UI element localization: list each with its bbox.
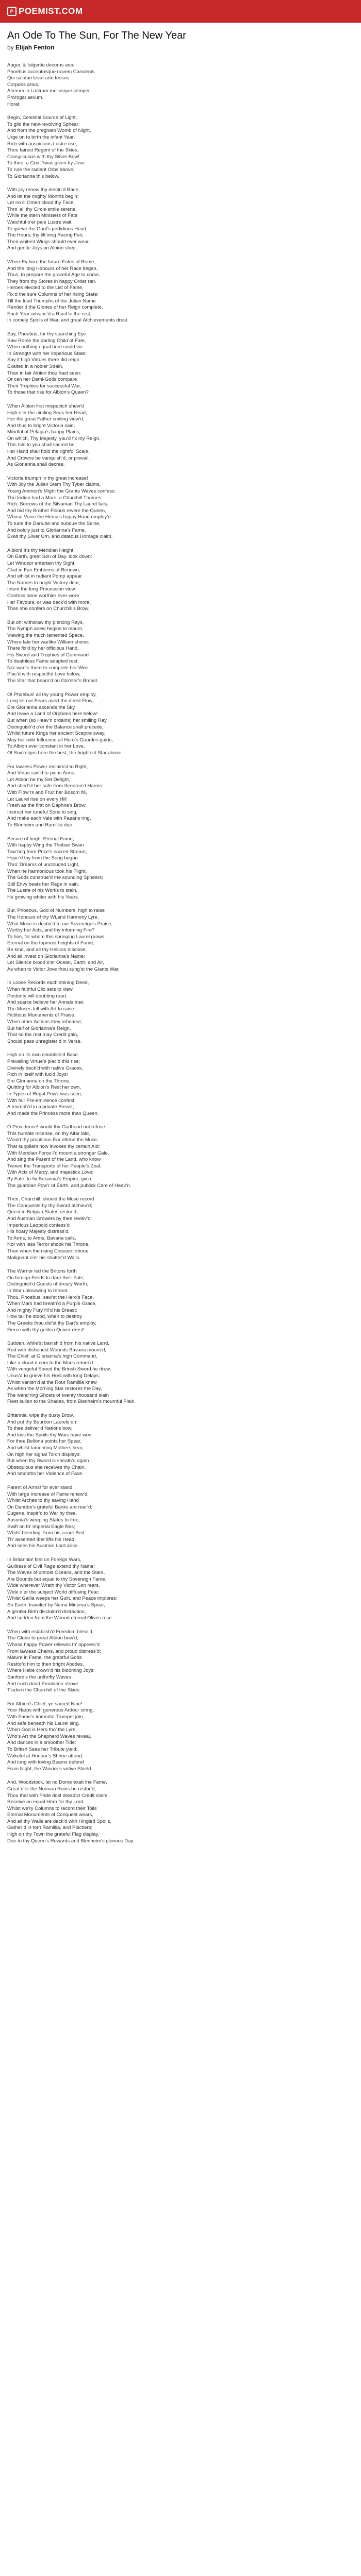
poem-line: To Blenheim and Ramillia due.: [7, 822, 74, 828]
poem-line: High on thy Town the grateful Flag display,: [7, 1832, 100, 1838]
poem-line: Whilst we’ry Columns to record their Toils: [7, 1805, 97, 1811]
stanza: [7, 1052, 354, 1117]
poem-line: Sudden, while’st banish’d from his native Land,: [7, 1341, 109, 1347]
poem-line: And make each Vale with Paeans ring,: [7, 816, 91, 822]
poem-line: Thus, to prepare the graceful Age to come,: [7, 272, 101, 278]
poem-line: When he harmonious took his Flight,: [7, 868, 87, 874]
poem-line: A gentler Birth disclaim’d distraction,: [7, 1608, 86, 1615]
poem-line: With Fame’s immortal Trumpet join,: [7, 1714, 85, 1720]
poem-line: To Glorianna this below.: [7, 173, 59, 179]
poem-line: The Nymph anew begins to mourn,: [7, 626, 84, 632]
poem-line: Quest in Belgian States restor’d,: [7, 1209, 78, 1215]
poem-line: Distinguish’d o’er the Balance shall precede,: [7, 724, 104, 730]
stanza: [7, 1341, 354, 1405]
poem-line: So Earth, traveled by Nema Minerva’s Spear,: [7, 1602, 105, 1608]
poem-line: Phoebus acceptusque novem Camœnis,: [7, 69, 96, 75]
poem-line: Worthy her Acts, and thy informing Fire?: [7, 927, 95, 934]
poem-line: When Mars had breath’d a Purple Grace,: [7, 1301, 97, 1307]
site-logo[interactable]: [7, 6, 83, 16]
stanza: [7, 836, 354, 901]
poem-line: Albion! It’s thy Meridian Height,: [7, 547, 75, 553]
poem-line: T’adorn the Churchill of the Skies.: [7, 1687, 81, 1693]
poem-line: Whilst Arches to thy saving Hand: [7, 1498, 79, 1504]
stanza: [7, 1701, 354, 1773]
poem-line: Saw Rome the darling Child of Fate,: [7, 337, 86, 344]
stanza: [7, 259, 354, 324]
poem-line: Watchful o’er pale Lustre wait,: [7, 219, 73, 226]
poem-line: The Globe to great Albion bow’d,: [7, 1635, 78, 1641]
poem-line: To Arms, to Arms, Bavaria calls,: [7, 1235, 76, 1241]
poem-line: Whilst vanish’d at the Rout Ramillia knew: [7, 1379, 97, 1385]
poem-line: When with establish’d Freedom bless’d,: [7, 1629, 94, 1635]
poem-line: To rule the radiant Orbs above,: [7, 166, 75, 173]
poem-line: And scarce believe her Annals true:: [7, 999, 85, 1006]
poem-line: Britannia, wipe thy dusty Brow,: [7, 1413, 74, 1419]
poem-line: Thou, Phoebus, saw’st the Hero’s Face,: [7, 1294, 94, 1300]
poem-line: The Indian had a Mars, a Churchill Thames:: [7, 495, 103, 501]
poem-line: Fierce with thy golden Quiver drest!: [7, 1327, 85, 1333]
poem-line: Mindful of Pelagia’s happy Plains,: [7, 429, 80, 435]
poem-line: May her mild Influence all Hero’s Gourdes guide;: [7, 737, 113, 743]
poem-line: His Sword and Trophies of Command: [7, 652, 89, 658]
poem-line: And Austrian Growers by thee reviev’d:: [7, 1216, 92, 1222]
poem-line: Are Bounds but equal to thy Sovereign Fame.: [7, 1576, 107, 1582]
poem-line: Thro’ Dreams of unclouded Light,: [7, 861, 80, 868]
poem-line: Each Year advanc’d a Rival to the rest,: [7, 311, 92, 317]
poem-line: And smooths her Violence of Face.: [7, 1471, 84, 1477]
poem-line: Than in fair Albion thou hast seen:: [7, 370, 81, 376]
poem-line: And Virtue rais’d to pious Arms,: [7, 770, 76, 776]
poem-line: The Lustre of his Works to stain,: [7, 888, 78, 894]
poem-line: And boldly just to Glorianna’s Fame,: [7, 527, 86, 533]
poem-line: Where late her warlike William shone:: [7, 639, 89, 645]
poem-line: And whilst lamenting Mothers hear,: [7, 1445, 84, 1451]
poem-line: To British Seas her Tribute yield;: [7, 1746, 78, 1752]
stanza: [7, 1557, 354, 1622]
poem-line: What Muse is destin’d to our Sovereign’s Praise,: [7, 921, 113, 927]
poem-line: Wakeful at Honour’s Shrine attend,: [7, 1753, 84, 1759]
poem-line: To him, for whom this springing Laurel grows,: [7, 934, 106, 940]
poem-line: The guardian Pow’r of Earth, and publick Care of Heav’n.: [7, 1182, 132, 1189]
poem-line: The Muses tell with Art to raise: [7, 1006, 74, 1012]
stanza: [7, 331, 354, 396]
poem-line: With joy renew thy destin’d Race,: [7, 187, 80, 193]
poem-line: With Joy the Julian Stem Thy Tyber claims,: [7, 482, 101, 488]
poem-line: Imperious Leopold confess’d: [7, 1222, 70, 1228]
author-link[interactable]: Elijah Fenton: [15, 44, 55, 51]
poem-line: Sanford’s the unthrifty Waves: [7, 1674, 71, 1680]
poem-line: Rich with auspicious Lustre rise,: [7, 141, 77, 147]
poem-line: Restor’d him to their bright Abodes,: [7, 1661, 84, 1667]
poem-line: Nor wants there to complete her Woe,: [7, 665, 90, 671]
poem-line: Gather’d in torn Ramillia, and Poictiers;: [7, 1825, 93, 1831]
poem-line: Due to thy Queen’s Rewards and Blenheim’s glorious Day.: [7, 1838, 135, 1844]
poem-line: And dances in a smoother Tide:: [7, 1740, 76, 1746]
poem-line: Posterity will doubting read,: [7, 993, 68, 999]
poem-line: And sudden from the Wound eternal Olives rose.: [7, 1615, 113, 1621]
stanza: [7, 1124, 354, 1189]
poem-line: To thee deliver’d Nations bow,: [7, 1426, 73, 1432]
poem-line: To deathless Fame adapted rest;: [7, 658, 79, 665]
poem-line: And mighty Fury fill’d his Breast;: [7, 1307, 77, 1313]
poem-line: Plac’d with respectful Love below,: [7, 671, 81, 677]
poem-line: The Gods construe’d the sounding Sphears;: [7, 875, 103, 881]
poem-line: Divinely deck’d with native Graces,: [7, 1065, 83, 1071]
poem-line: Wide o’er the subject World diffusing Fear;: [7, 1589, 100, 1595]
poem-line: Whose happy Power relieves th’ oppress’d: [7, 1642, 100, 1648]
poem-line: Nor with less Terror shook his Throne,: [7, 1242, 90, 1248]
poem-line: In comely Spoils of War, and great Atchievements drest.: [7, 317, 129, 324]
poem-line: Fleet sullen to the Shades, from Blenheim’s mournful Plain.: [7, 1399, 136, 1405]
poem-line: When Albion first mispetitch shew’d: [7, 403, 84, 409]
poem-line: Let no ill Omen cloud thy Face,: [7, 200, 75, 206]
poem-line: Hope’d thy from the Song began:: [7, 855, 79, 861]
poem-line: And thus to bright Victoria said;: [7, 422, 75, 429]
poem-line: Fresh as the first on Daphne’s Brow:: [7, 803, 87, 809]
poem-line: There fix’d by her officious Hand,: [7, 646, 79, 652]
poem-line: Would thy propitious Ear attend the Muse,: [7, 1137, 99, 1143]
poem-line: Your Harps with generous Ardour string,: [7, 1707, 94, 1714]
poem-line: With vengeful Speed the Brinsh Sword he drew,: [7, 1366, 111, 1372]
poem-line: That suppliant now invokes thy certain Aid;: [7, 1144, 100, 1150]
poem-line: Say if high Virtues there did reign: [7, 357, 79, 363]
poem-line: Augur, & fulgente decorus arcu: [7, 62, 75, 68]
poem-line: And all invest on Glorianna’s Name;: [7, 953, 85, 959]
poem-line: On which, Thy Majesty, you’d fix my Reign,: [7, 435, 101, 442]
poem-line: Guiltless of Civil Rage extend thy Name:: [7, 1563, 95, 1569]
poem-line: Whilst future Kings her ancient Sceptre sway,: [7, 731, 106, 737]
poem-line: In War unknowing to retreat.: [7, 1287, 69, 1294]
poem-line: Let Silence brood o’er Ocean, Earth, and Air,: [7, 960, 105, 966]
poem-line: Let Windsor entertain thy Sight,: [7, 560, 76, 566]
stanza: [7, 1485, 354, 1550]
poem-line: And, Woodstock, let no Dome exalt the Fame,: [7, 1780, 107, 1786]
poem-line: Th’ assented Iber lifts his Head,: [7, 1536, 76, 1543]
poem-line: Corporis artus,: [7, 81, 40, 88]
stanza: [7, 403, 354, 468]
poem-line: When-Ev bore the future Fates of Rome,: [7, 259, 96, 265]
poem-line: From lawless Chains, and proud distress’d:: [7, 1648, 101, 1654]
stanza: [7, 1780, 354, 1844]
poem-byline: [7, 44, 354, 51]
poem-line: This Isle to you shall sacred be;: [7, 442, 76, 448]
poem-line: But when (so Heav’n ordains) her smiling Ray: [7, 718, 107, 724]
poem-line: O Providence! would thy Godhead not refuse: [7, 1124, 105, 1130]
poem-line: And gentle Joys on Albion shed.: [7, 245, 77, 251]
poem-line: The Star that beam’d on Glo’ster’s Breast.: [7, 678, 99, 684]
poem-line: As when to Victor Jove thou sung’st the Giants War.: [7, 966, 120, 972]
stanza: [7, 476, 354, 540]
poem-line: On foreign Fields to dare their Fate;: [7, 1275, 85, 1281]
poem-line: Heroes elected to the List of Fame,: [7, 285, 84, 291]
poem-line: But oh! withdraw thy piercing Rays,: [7, 619, 84, 625]
poem-line: And bid thy Brother Floods revere the Queen,: [7, 507, 106, 514]
poem-line: Malignant o’er his shatter’d Walls.: [7, 1255, 81, 1261]
poem-line: Parent of Arms! for ever stand: [7, 1484, 73, 1490]
poem-line: Whose Voice the Hercu’s happy Hand employ’d: [7, 514, 111, 520]
poem-line: Mature in Fame, the grateful Gods: [7, 1655, 82, 1661]
poem-line: Urge on to birth the infant Year.: [7, 134, 75, 140]
poem-line: With Meridian Force I’d mount a stronger Gale,: [7, 1150, 109, 1156]
poem-line: Exalt thy Silver Urn, and dateous Homage claim.: [7, 534, 113, 540]
stanza: [7, 62, 354, 108]
poem-line: Unus’d to grieve his Host with long Delays;: [7, 1373, 101, 1379]
poem-line: Obsequious she receives thy Chain,: [7, 1464, 86, 1470]
poem-line: Distinguish’d Guests of dreary Worth,: [7, 1281, 89, 1287]
poem-line: And put thy Bourbon Laurels on:: [7, 1419, 78, 1425]
stanza: [7, 1268, 354, 1333]
poem-line: To thee, a God, ’twas given by Jove: [7, 160, 85, 166]
poem-line: The Conquests by thy Sword atchiev’d;: [7, 1202, 92, 1209]
poem-line: The Names to bright Victory dear,: [7, 580, 80, 586]
poem-line: Thou that with Pride dost dread’st Credit claim,: [7, 1792, 109, 1799]
poem-line: Clad in Fair Emblems of Renown;: [7, 567, 80, 573]
poem-line: He growing whiter with his Years.: [7, 894, 79, 900]
poem-line: To those that rise for Albion’s Queen?: [7, 389, 89, 396]
poem-line: Render’d the Glories of her Reign complete,: [7, 304, 103, 311]
poem-line: And Crowns be vanquish’d, or prevail,: [7, 455, 90, 461]
poem-line: And kiss the Spoils thy Wars have won:: [7, 1432, 93, 1438]
by-label: by: [7, 44, 16, 51]
poem-line: And let the mighty Months begin:: [7, 193, 79, 199]
poem-line: Or can her Demi-Gods compare: [7, 377, 77, 383]
poem-line: When God is Hero tho’ the Lyre,: [7, 1727, 77, 1733]
poem-line: And safe beneath his Laurel sing.: [7, 1720, 80, 1726]
stanza: [7, 908, 354, 973]
poem-line: This humble Incense, on thy Altar laid,: [7, 1130, 90, 1137]
poem-line: And made the Princess more than Queen.: [7, 1110, 99, 1116]
poem-line: Of Sov’reigns here the best, the brightest Star above.: [7, 750, 123, 756]
poem-line: O! Phoebus! all thy young Power employ,: [7, 691, 97, 698]
poem-line: In Types of Regal Pow’r was seen;: [7, 1091, 83, 1097]
poem-line: On high her signal Torch displays:: [7, 1451, 81, 1458]
poem-line: Tow’ring from Price’s sacred Stream,: [7, 849, 87, 855]
poem-line: To tune the Danube and subdue the Seine,: [7, 521, 101, 527]
poem-line: And all thy Walls are deck’d with Hingled Spoils,: [7, 1818, 111, 1824]
poem-line: And leave a Land of Orphans here below!: [7, 711, 98, 717]
poem-line: As Glorianna shall decree.: [7, 462, 65, 468]
stanza: [7, 692, 354, 757]
poem-line: Horat.: [7, 101, 21, 107]
poem-line: Quitting for Albion’s Rest her own,: [7, 1084, 81, 1091]
poem-line: Till the loud Triumphs of the Julian Name: [7, 298, 96, 304]
poem-line: Where Hebe crown’d his blooming Joys:: [7, 1668, 95, 1674]
poem-line: The Chief, at Glorianna’s high Command,: [7, 1353, 97, 1360]
poem-line: But half of Glorianna’s Reign,: [7, 1025, 71, 1031]
poem-line: And sees his Austrian Lord arise.: [7, 1543, 79, 1549]
poem-line: And from the pregnant Womb of Night,: [7, 128, 91, 134]
poem-line: Prevailing Virtue’s plac’d this rise;: [7, 1058, 80, 1064]
poem-title: An Ode To The Sun, For The New Year: [7, 30, 186, 41]
poem-line: With Flow’rs and Fruit her Bosom fill,: [7, 789, 87, 795]
poem-line: And whilst in radiant Pomp appear: [7, 573, 82, 580]
poem-line: When nothing equal here could vie: [7, 344, 83, 350]
poem-line: Receive an equal Hero for thy Lord.: [7, 1799, 85, 1805]
stanza: [7, 980, 354, 1045]
poem-line: Than when the rising Crescent shone: [7, 1248, 89, 1254]
poem-line: High on its own establish’d Base: [7, 1052, 78, 1058]
poem-line: High o’er the circling Seas her Head,: [7, 410, 87, 416]
poem-line: With large Increase of Fame renew’d,: [7, 1491, 89, 1497]
poem-line: They from thy Stores in happy Order ran.: [7, 278, 96, 284]
poem-line: Instruct her tuneful Sons to sing,: [7, 809, 78, 815]
poem-line: Thou fairest Regent of the Skies,: [7, 147, 79, 154]
poem-line: When faithful Clio sets to view,: [7, 987, 74, 992]
poem-line: Thro’ all thy Circle smile serene.: [7, 206, 77, 212]
poem-line: Ere Glorianna on the Throne,: [7, 1078, 71, 1084]
poem-line: To gild the new-revolving Sphear;: [7, 121, 80, 127]
poem-line: Qui salutari levat arte fessos: [7, 75, 69, 81]
poem-line: From Night, the Warrior’s votive Shield.: [7, 1766, 93, 1772]
poem-line: For Albion’s Chief, ye sacred Nine!: [7, 1701, 83, 1707]
poem-line: And long with loving Beams defend: [7, 1759, 84, 1766]
poem-line: Say, Phoebus, for thy searching Eye: [7, 331, 86, 337]
poem-line: With happy Wing the Theban Swan: [7, 842, 84, 849]
poem-line: Her the great Father smiling view’d,: [7, 416, 85, 422]
poem-line: While the stern Ministers of Fate: [7, 213, 78, 219]
poem-line: Begin, Celestial Source of Light,: [7, 115, 77, 121]
poem-line: Fictitious Monuments of Praise,: [7, 1012, 76, 1019]
poem-line: To Albion ever constant in her Love,: [7, 743, 85, 750]
poem-line: In Britannia! first on Foreign Wars,: [7, 1556, 81, 1563]
stanza: [7, 548, 354, 613]
poem-line: To grieve the Gaul’s perfidious Head;: [7, 226, 88, 232]
poem-line: And shed’st her safe from threaten’d Harms:: [7, 783, 104, 789]
stanza: [7, 620, 354, 685]
poem-line: But when thy Sword is sheath’d again: [7, 1458, 89, 1464]
poem-line: A triumph’d in a private Breast,: [7, 1104, 74, 1110]
poem-line: Secure of bright Eternal Fame,: [7, 836, 74, 842]
poem-line: Conspicuous with thy Silver Bow!: [7, 154, 79, 160]
poem-line: Still Envy beats her Rage in vain,: [7, 881, 79, 887]
poem-line: Whilst Gallia weeps her Guilt, and Peace implores:: [7, 1596, 118, 1602]
poem-line: Whilst bleeding, from his azure Bed: [7, 1530, 85, 1536]
stanza: [7, 1629, 354, 1694]
poem-line: Ausonia’s weeping States to free,: [7, 1517, 80, 1523]
poem-line: For thee Bellona points her Spear,: [7, 1438, 82, 1445]
poem-line: Let Laurel rise on every Hill: [7, 796, 67, 802]
stanza: [7, 764, 354, 829]
poem-line: The Waves of utmost Oceans, and the Stars,: [7, 1570, 105, 1576]
poem-line: Ere Glorianna ascends the Sky,: [7, 704, 76, 710]
poem-line: Twixed the Transports of her People’s Zeal,: [7, 1163, 102, 1169]
poem-line: The Honours of thy Wi,and Harmony Lyre,: [7, 914, 99, 921]
poem-body: [7, 62, 354, 1844]
stanza: [7, 115, 354, 180]
poem-line: Their Trophies for successful War,: [7, 383, 81, 389]
poem-line: When other Actions they rehearse;: [7, 1019, 83, 1025]
poem-line: Confess none worthier ever wore: [7, 592, 79, 599]
poem-line: The Greeks thou did’st thy Dart’s employ,: [7, 1320, 97, 1326]
poem-line: Wide wherever Wrath thy Victor Son rears,: [7, 1583, 100, 1589]
poem-line: Victoria triumph in thy great increase!: [7, 475, 88, 481]
poem-line: In Loose Records each shining Deed,: [7, 980, 89, 986]
poem-line: Rich, Sorrows of the Silvanian Thy Laurel fails,: [7, 501, 109, 507]
poem-line: Then, Churchill, should the Muse record: [7, 1196, 94, 1202]
poem-line: That so the rest may Credit gain,: [7, 1032, 78, 1038]
poem-line: Viewing the much lamented Space,: [7, 632, 84, 638]
poem-line: Like a cloud d.com to the Maes return’d:: [7, 1360, 94, 1366]
poem-line: For lawless Power reclaim’d to Right,: [7, 764, 88, 770]
poem-line: By Fate, to fix Britannia’s Empire, giv’n: [7, 1176, 91, 1182]
poem-line: The Warrior led the Britons forth: [7, 1268, 77, 1275]
poem-line: With fair Pre-eminence confest: [7, 1097, 74, 1104]
poem-line: Should pass unregister’d in Verse.: [7, 1038, 82, 1044]
poem-line: Young Ammon’s Might the Grants Waves confess:: [7, 488, 116, 495]
poem-line: In Strength with her imperious State;: [7, 350, 87, 357]
poem-line: Eugene, inspir’d to War by thee,: [7, 1511, 77, 1517]
poem-line: Be kind, and all thy Helicon disclose;: [7, 947, 87, 953]
poem-line: His hoary Majesty distress’d,: [7, 1229, 70, 1235]
poem-line: Alterum in Lustrum meliusque semper: [7, 88, 90, 94]
poem-line: Swift on th’ Imperial Eagle flies;: [7, 1523, 75, 1530]
stanza: [7, 1196, 354, 1261]
poem-line: And the long Honours of her Race began,: [7, 265, 98, 272]
poem-line: And sing the Parent of the Land, who know: [7, 1157, 101, 1163]
poem-line: And each dead Emulation strove: [7, 1681, 78, 1687]
stanza: [7, 187, 354, 252]
poem-line: On Danube’s grateful Banks are rear’d:: [7, 1504, 92, 1510]
poem-line: Long let our Fears avert the direst Flow,: [7, 698, 94, 704]
poem-line: Rich in itself with lucid Joys:: [7, 1072, 68, 1078]
poem-line: The Hours, thy lift’ning Racing Fair,: [7, 232, 84, 239]
poem-content: [0, 23, 361, 2576]
poem-line: The wand’ring Ghosts of twenty thousand slain: [7, 1392, 109, 1398]
poem-line: As when the Morning Star restores the Day,: [7, 1386, 102, 1392]
poem-line: Eternal Monuments of Conquest wears,: [7, 1812, 93, 1818]
poem-line: With Acts of Mercy, and majestick Love;: [7, 1170, 94, 1176]
poem-line: Eternal on the topmost heights of Fame,: [7, 940, 94, 946]
logo-text: POEMIST.COM: [19, 6, 83, 16]
stanza: [7, 1413, 354, 1478]
poem-line: But, Phoebus, God of Numbers, high to raise: [7, 908, 105, 914]
poem-line: Who’s Art the Shepherd Waves reveal,: [7, 1733, 91, 1739]
poem-line: Red with dishonest Wounds Bavaria mourn’d,: [7, 1347, 107, 1353]
poem-line: Let Albion be thy Set Delight,: [7, 776, 70, 783]
poem-line: On Earth, great Son of Day, look down:: [7, 554, 92, 560]
site-header: [0, 0, 361, 23]
logo-icon: P: [7, 7, 17, 16]
poem-line: Than she confers on Churchill’s Brow.: [7, 606, 90, 612]
poem-line: Her Hand shall hold the rightful Scale,: [7, 449, 90, 455]
poem-line: How tall he stood, when to destroy: [7, 1314, 83, 1320]
poem-line: Intent the long Procession view:: [7, 586, 77, 592]
poem-line: Great o’er the Norman Ruins be restor’d;: [7, 1786, 96, 1792]
poem-line: Her Favours, or was deck’d with more,: [7, 599, 91, 605]
poem-line: Their whitest Wings should ever wear,: [7, 239, 90, 245]
poem-line: Prorogat aevum.: [7, 94, 44, 100]
poem-line: Fix’d the sure Columns of her rising State;: [7, 292, 99, 297]
poem-line: Exalted in a nobler Strain,: [7, 363, 63, 369]
